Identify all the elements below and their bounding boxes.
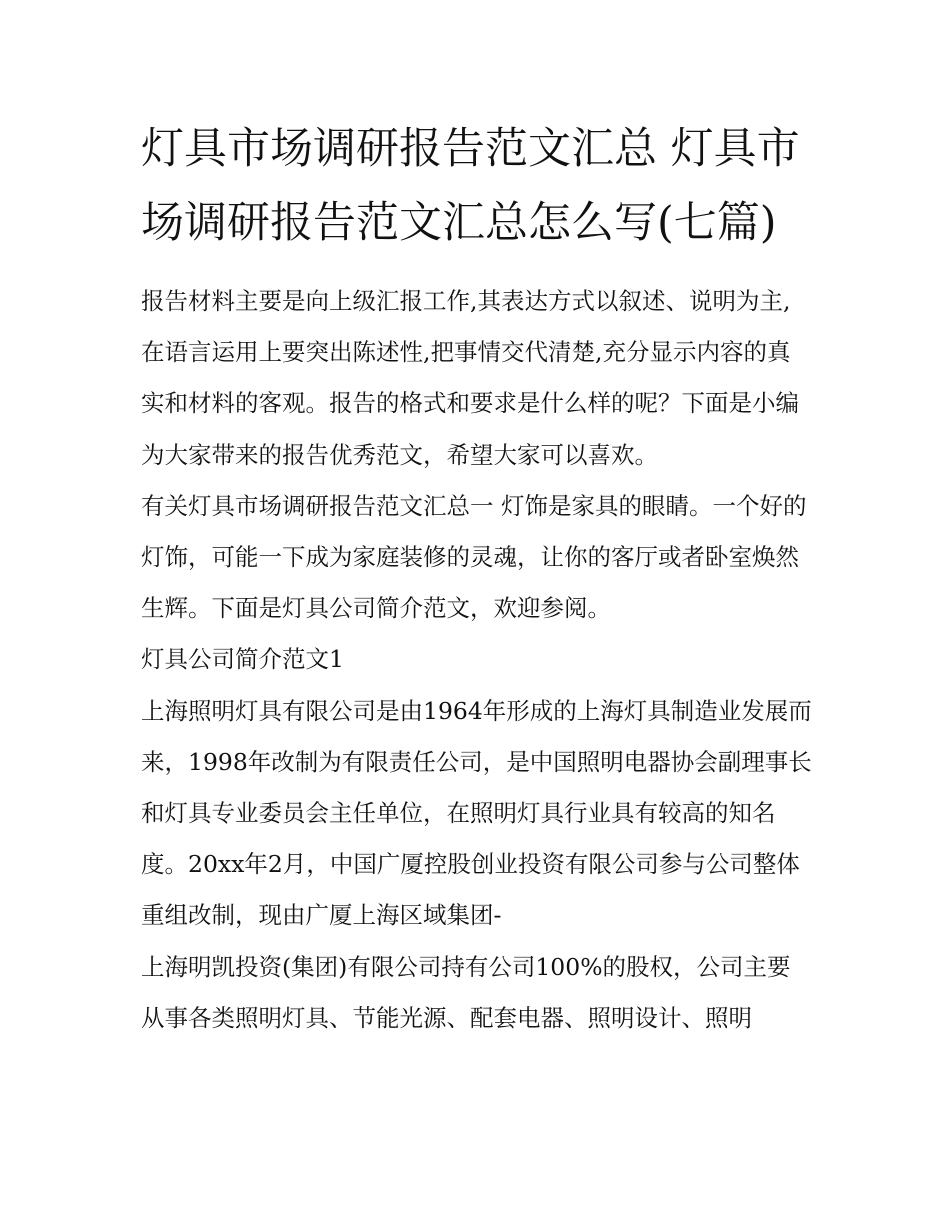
paragraph-intro: 报告材料主要是向上级汇报工作,其表达方式以叙述、说明为主,在语言运用上要突出陈述性,把事情交代清楚,充分显示内容的真实和材料的客观。报告的格式和要求是什么样的呢？下面是小编为大家带来的报告优秀范文，希望大家可以喜欢。 [141,287,799,469]
paragraph-company-history: 上海照明灯具有限公司是由1964年形成的上海灯具制造业发展而来，1998年改制为有限责任公司，是中国照明电器协会副理事长和灯具专业委员会主任单位，在照明灯具行业具有较高的知名度。20xx年2月，中国广厦控股创业投资有限公司参与公司整体重组改制，现由广厦上海区域集团- [141,696,812,930]
document-body [141,112,813,1044]
paragraph-subheading: 灯具公司简介范文1 [141,645,344,674]
paragraph-company-business: 上海明凯投资(集团)有限公司持有公司100%的股权，公司主要从事各类照明灯具、节能光源、配套电器、照明设计、照明 [141,952,791,1032]
paragraph-section-one: 有关灯具市场调研报告范文汇总一 灯饰是家具的眼睛。一个好的灯饰，可能一下成为家庭装修的灵魂，让你的客厅或者卧室焕然生辉。下面是灯具公司简介范文，欢迎参阅。 [141,491,807,623]
document-title: 灯具市场调研报告范文汇总 灯具市场调研报告范文汇总怎么写(七篇) [141,124,800,248]
document-paragraphs [141,276,813,1044]
